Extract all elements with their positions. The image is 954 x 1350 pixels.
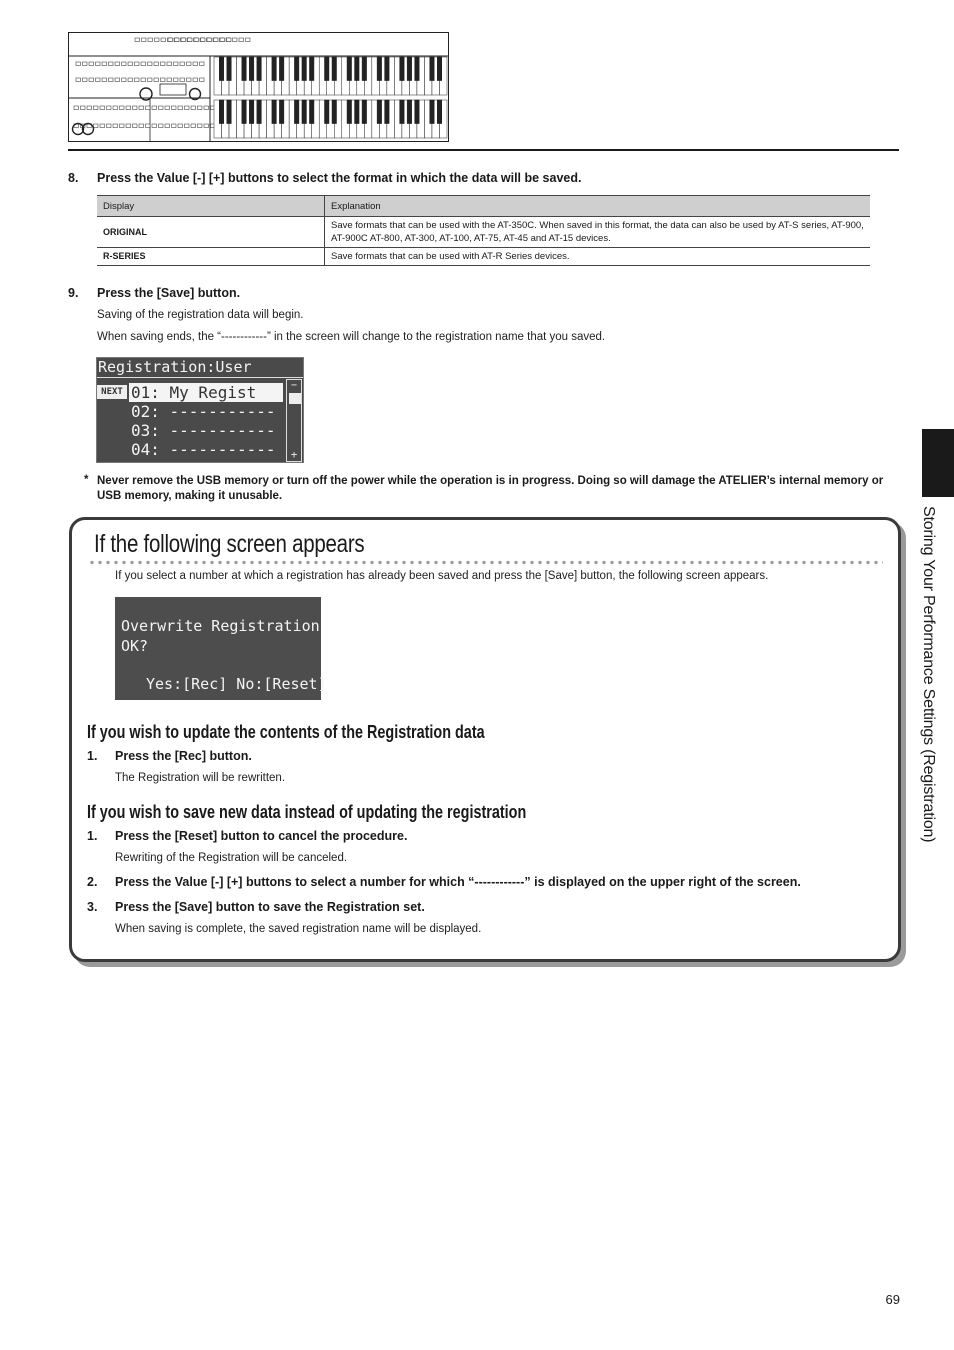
registration-lcd xyxy=(96,357,304,463)
organ-panel-button xyxy=(185,124,190,128)
organ-panel-button xyxy=(113,106,118,110)
row-explanation: Save formats that can be used with the AT-350C. When saved in this format, the data can also be used by AT-S series, AT-900, AT-900C AT-800, AT-300, AT-100, AT-75, AT-45 and AT-15 devices. xyxy=(325,217,871,248)
organ-panel-button xyxy=(207,38,212,42)
organ-panel-button xyxy=(141,78,146,82)
scroll-plus-icon: + xyxy=(290,448,298,461)
organ-panel-button xyxy=(141,62,146,66)
organ-panel-button xyxy=(165,106,170,110)
organ-black-key xyxy=(219,57,224,81)
organ-black-key xyxy=(362,100,367,124)
organ-black-key xyxy=(309,100,314,124)
overwrite-line-2: OK? xyxy=(121,637,149,655)
organ-panel-button xyxy=(133,124,138,128)
lcd-scrollbar xyxy=(286,379,302,462)
organ-black-key xyxy=(272,100,277,124)
organ-panel-button xyxy=(115,62,120,66)
organ-panel-button xyxy=(200,78,205,82)
organ-panel-button xyxy=(155,38,160,42)
organ-black-key xyxy=(400,57,405,81)
organ-panel-button xyxy=(139,106,144,110)
organ-panel-button xyxy=(96,62,101,66)
organ-black-key xyxy=(355,100,360,124)
organ-panel-button xyxy=(100,106,105,110)
organ-panel-button xyxy=(81,106,86,110)
organ-panel-button xyxy=(142,38,147,42)
row-explanation: Save formats that can be used with AT-R Series devices. xyxy=(325,248,871,266)
organ-black-key xyxy=(302,57,307,81)
organ-panel-button xyxy=(200,62,205,66)
section-rule xyxy=(68,149,899,151)
organ-panel-button xyxy=(185,106,190,110)
organ-panel-button xyxy=(214,38,219,42)
s2-step-3-text: Press the [Save] button to save the Registration set. xyxy=(115,900,425,914)
organ-panel-button xyxy=(76,62,81,66)
organ-panel-button xyxy=(178,124,183,128)
organ-black-key xyxy=(324,57,329,81)
organ-panel-button xyxy=(100,124,105,128)
organ-black-key xyxy=(437,57,442,81)
lcd-line-3: 03: ----------- xyxy=(131,421,276,440)
organ-panel-button xyxy=(181,38,186,42)
organ-panel-button xyxy=(113,124,118,128)
organ-panel-illustration xyxy=(68,32,449,142)
organ-panel-button xyxy=(194,38,199,42)
organ-black-key xyxy=(249,100,254,124)
organ-panel-button xyxy=(148,38,153,42)
organ-panel-button xyxy=(89,62,94,66)
organ-black-key xyxy=(347,100,352,124)
chapter-side-title-text: Storing Your Performance Settings (Registration) xyxy=(920,506,937,843)
step-9-body-2: When saving ends, the “------------” in the screen will change to the registration name that you saved. xyxy=(97,331,606,343)
lcd-line-2: 02: ----------- xyxy=(131,402,276,421)
organ-black-key xyxy=(279,100,284,124)
organ-panel-button xyxy=(204,124,209,128)
organ-panel-button xyxy=(246,38,251,42)
organ-panel-button xyxy=(201,38,206,42)
organ-panel-button xyxy=(148,62,153,66)
organ-panel-button xyxy=(148,78,153,82)
organ-panel-button xyxy=(187,78,192,82)
organ-panel-button xyxy=(178,106,183,110)
organ-panel-button xyxy=(172,124,177,128)
organ-panel-button xyxy=(109,78,114,82)
organ-panel-button xyxy=(107,124,112,128)
table-row xyxy=(97,248,870,266)
organ-panel-button xyxy=(174,78,179,82)
organ-panel-button xyxy=(168,38,173,42)
s2-step-1-text: Press the [Reset] button to cancel the procedure. xyxy=(115,829,408,843)
organ-panel-button xyxy=(193,78,198,82)
organ-panel-button xyxy=(180,78,185,82)
section-2-heading: If you wish to save new data instead of updating the registration xyxy=(87,802,527,822)
s2-step-2-number: 2. xyxy=(87,875,98,889)
overwrite-lcd xyxy=(115,597,327,700)
organ-panel-button xyxy=(204,106,209,110)
organ-black-key xyxy=(227,57,232,81)
organ-black-key xyxy=(272,57,277,81)
organ-black-key xyxy=(332,57,337,81)
chapter-side-title xyxy=(917,506,941,866)
organ-panel-button xyxy=(154,78,159,82)
organ-black-key xyxy=(400,100,405,124)
organ-panel-button xyxy=(135,62,140,66)
organ-black-key xyxy=(347,57,352,81)
dotted-divider xyxy=(88,560,883,565)
organ-black-key xyxy=(219,100,224,124)
organ-black-key xyxy=(257,57,262,81)
organ-black-key xyxy=(242,57,247,81)
row-display: ORIGINAL xyxy=(97,217,325,248)
organ-black-key xyxy=(227,100,232,124)
step-8-text: Press the Value [-] [+] buttons to select the format in which the data will be saved. xyxy=(97,171,582,185)
organ-black-key xyxy=(279,57,284,81)
organ-panel-button xyxy=(94,106,99,110)
organ-panel-button xyxy=(152,124,157,128)
organ-black-key xyxy=(430,100,435,124)
note-text: Never remove the USB memory or turn off the power while the operation is in progress. Doing so will damage the ATELIER’s internal memory or USB memory, making it unusable. xyxy=(97,475,884,502)
overwrite-line-3: Yes:[Rec] No:[Reset] xyxy=(146,675,327,693)
organ-black-key xyxy=(294,57,299,81)
lcd-line-1: 01: My Regist xyxy=(131,383,257,402)
header-explanation: Explanation xyxy=(325,196,871,217)
section-1-heading: If you wish to update the contents of the Registration data xyxy=(87,722,485,742)
organ-panel-button xyxy=(74,106,79,110)
organ-black-key xyxy=(355,57,360,81)
organ-black-key xyxy=(377,57,382,81)
organ-black-key xyxy=(437,100,442,124)
organ-panel-button xyxy=(161,62,166,66)
organ-black-key xyxy=(415,57,420,81)
table-row xyxy=(97,217,870,248)
organ-black-key xyxy=(385,100,390,124)
row-display: R-SERIES xyxy=(97,248,325,266)
organ-panel-button xyxy=(146,106,151,110)
s2-step-3-number: 3. xyxy=(87,900,98,914)
organ-panel-button xyxy=(128,62,133,66)
organ-panel-button xyxy=(180,62,185,66)
organ-panel-button xyxy=(87,106,92,110)
organ-panel-button xyxy=(96,78,101,82)
header-display: Display xyxy=(97,196,325,217)
lcd-title: Registration:User xyxy=(98,358,252,376)
organ-panel-button xyxy=(126,106,131,110)
organ-panel-button xyxy=(193,62,198,66)
s1-step-1-number: 1. xyxy=(87,749,98,763)
organ-panel-button xyxy=(161,38,166,42)
organ-panel-button xyxy=(126,124,131,128)
organ-panel-button xyxy=(187,62,192,66)
note-mark: * xyxy=(84,474,89,486)
next-tag: NEXT xyxy=(97,385,127,399)
organ-black-key xyxy=(309,57,314,81)
scroll-thumb xyxy=(289,393,301,404)
organ-black-key xyxy=(249,57,254,81)
organ-panel-button xyxy=(139,124,144,128)
box-title: If the following screen appears xyxy=(94,530,365,558)
s1-step-1-text: Press the [Rec] button. xyxy=(115,749,252,763)
box-intro: If you select a number at which a registration has already been saved and press the [Save] button, the following screen appears. xyxy=(115,570,769,582)
lcd-line-4: 04: ----------- xyxy=(131,440,276,459)
organ-panel-button xyxy=(102,62,107,66)
organ-panel-button xyxy=(120,106,125,110)
organ-black-key xyxy=(324,100,329,124)
organ-black-key xyxy=(385,57,390,81)
chapter-tab xyxy=(922,429,954,497)
s1-step-1-body: The Registration will be rewritten. xyxy=(115,772,286,784)
organ-panel-button xyxy=(122,78,127,82)
organ-panel-button xyxy=(167,78,172,82)
organ-panel-button xyxy=(83,78,88,82)
organ-panel-button xyxy=(159,106,164,110)
organ-black-key xyxy=(332,100,337,124)
organ-black-key xyxy=(257,100,262,124)
s2-step-1-number: 1. xyxy=(87,829,98,843)
organ-panel-button xyxy=(133,106,138,110)
organ-panel-button xyxy=(107,106,112,110)
organ-panel-button xyxy=(174,62,179,66)
organ-black-key xyxy=(362,57,367,81)
organ-panel-button xyxy=(188,38,193,42)
organ-panel-button xyxy=(76,78,81,82)
page-number: 69 xyxy=(885,1292,900,1307)
organ-panel-button xyxy=(161,78,166,82)
scroll-minus-icon: − xyxy=(290,380,298,391)
s2-step-1-body: Rewriting of the Registration will be canceled. xyxy=(115,852,348,864)
organ-panel-button xyxy=(220,38,225,42)
format-table xyxy=(97,195,870,266)
organ-panel-button xyxy=(83,62,88,66)
organ-panel-button xyxy=(128,78,133,82)
organ-panel-button xyxy=(172,106,177,110)
organ-panel-button xyxy=(191,124,196,128)
organ-black-key xyxy=(415,100,420,124)
organ-panel-button xyxy=(159,124,164,128)
lcd-title-divider xyxy=(97,377,303,378)
organ-black-key xyxy=(430,57,435,81)
organ-panel-button xyxy=(102,78,107,82)
organ-panel-button xyxy=(109,62,114,66)
organ-panel-button xyxy=(146,124,151,128)
organ-panel-button xyxy=(152,106,157,110)
organ-panel-button xyxy=(135,78,140,82)
organ-panel-button xyxy=(239,38,244,42)
step-8-number: 8. xyxy=(68,171,79,185)
overwrite-line-1: Overwrite Registration xyxy=(121,617,320,635)
organ-panel-button xyxy=(154,62,159,66)
s2-step-3-body: When saving is complete, the saved registration name will be displayed. xyxy=(115,923,482,935)
step-9-text: Press the [Save] button. xyxy=(97,286,241,300)
organ-panel-button xyxy=(198,124,203,128)
organ-panel-button xyxy=(175,38,180,42)
organ-black-key xyxy=(294,100,299,124)
step-9-number: 9. xyxy=(68,286,79,300)
organ-panel-button xyxy=(122,62,127,66)
organ-panel-button xyxy=(167,62,172,66)
organ-panel-button xyxy=(191,106,196,110)
organ-black-key xyxy=(242,100,247,124)
organ-panel-button xyxy=(135,38,140,42)
step-9-body-1: Saving of the registration data will begin. xyxy=(97,309,304,321)
organ-black-key xyxy=(302,100,307,124)
organ-black-key xyxy=(407,57,412,81)
organ-black-key xyxy=(377,100,382,124)
organ-panel-button xyxy=(227,38,232,42)
s2-step-2-text: Press the Value [-] [+] buttons to select a number for which “------------” is displayed on the upper right of the screen. xyxy=(115,875,801,889)
organ-panel-button xyxy=(233,38,238,42)
organ-panel-button xyxy=(94,124,99,128)
organ-panel-button xyxy=(115,78,120,82)
organ-panel-button xyxy=(120,124,125,128)
organ-panel-button xyxy=(198,106,203,110)
organ-black-key xyxy=(407,100,412,124)
format-table-header xyxy=(97,196,870,217)
organ-panel-button xyxy=(89,78,94,82)
organ-panel-button xyxy=(165,124,170,128)
